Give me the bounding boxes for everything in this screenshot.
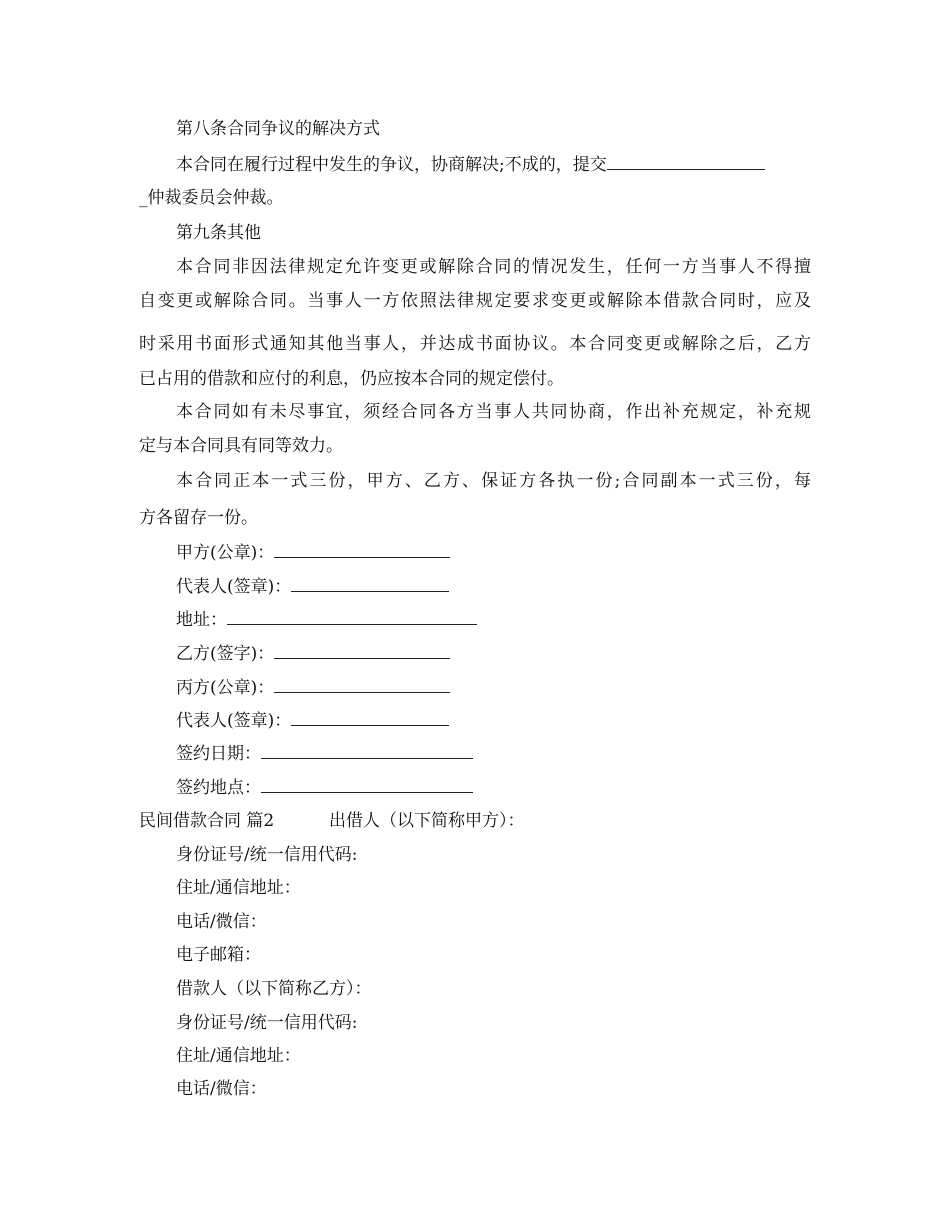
- article-9-p1-line-4: 已占用的借款和应付的利息，仍应按本合同的规定偿付。: [139, 369, 564, 389]
- signing-date-blank: [261, 742, 473, 759]
- article-9-heading: 第九条其他: [176, 223, 261, 243]
- article-9-p2-line-1: 本合同如有未尽事宜，须经合同各方当事人共同协商，作出补充规定，补充规: [176, 402, 811, 422]
- borrower-address-field: 住址/通信地址：: [176, 1046, 301, 1066]
- party-a-rep-blank: [291, 575, 449, 592]
- signing-place-blank: [261, 776, 473, 793]
- party-b-signature-blank: [274, 642, 450, 659]
- article-8-text-line-2: _仲裁委员会仲裁。: [139, 188, 284, 208]
- borrower-phone-field: 电话/微信：: [176, 1079, 267, 1099]
- contract-2-title: 民间借款合同 篇2: [139, 811, 275, 831]
- article-9-p3-line-1: 本合同正本一式三份，甲方、乙方、保证方各执一份;合同副本一式三份，每: [176, 471, 811, 491]
- lender-email-field: 电子邮箱：: [176, 945, 261, 965]
- article-9-p1-line-1: 本合同非因法律规定允许变更或解除合同的情况发生，任何一方当事人不得擅: [176, 257, 811, 277]
- party-b-signature-line: 乙方(签字)：: [176, 642, 450, 665]
- borrower-id-field: 身份证号/统一信用代码:: [176, 1013, 358, 1033]
- lender-id-field: 身份证号/统一信用代码:: [176, 845, 358, 865]
- lender-label: 出借人（以下简称甲方）：: [329, 811, 525, 831]
- article-9-p1-line-3: 时采用书面形式通知其他当事人，并达成书面协议。本合同变更或解除之后，乙方: [139, 334, 811, 354]
- article-9-p3-line-2: 方各留存一份。: [139, 508, 258, 528]
- article-9-p2-line-2: 定与本合同具有同等效力。: [139, 436, 343, 456]
- article-8-text-line-1: 本合同在履行过程中发生的争议，协商解决;不成的，提交: [176, 153, 765, 176]
- party-a-seal-blank: [274, 541, 450, 558]
- party-c-seal-blank: [274, 676, 450, 693]
- party-c-rep-line: 代表人(签章)：: [176, 709, 449, 732]
- party-a-rep-line: 代表人(签章)：: [176, 575, 449, 598]
- address-line: 地址：: [176, 608, 477, 631]
- article-9-p1-line-2: 自变更或解除合同。当事人一方依照法律规定要求变更或解除本借款合同时，应及: [139, 291, 811, 311]
- lender-address-field: 住址/通信地址：: [176, 878, 301, 898]
- address-blank: [227, 608, 477, 625]
- party-a-seal-line: 甲方(公章)：: [176, 541, 450, 564]
- arbitration-blank: [607, 153, 765, 170]
- party-c-rep-blank: [291, 709, 449, 726]
- lender-phone-field: 电话/微信：: [176, 912, 267, 932]
- party-c-seal-line: 丙方(公章)：: [176, 676, 450, 699]
- signing-place-line: 签约地点：: [176, 776, 473, 799]
- borrower-label: 借款人（以下简称乙方）：: [176, 979, 372, 999]
- article-8-heading: 第八条合同争议的解决方式: [176, 119, 380, 139]
- signing-date-line: 签约日期：: [176, 742, 473, 765]
